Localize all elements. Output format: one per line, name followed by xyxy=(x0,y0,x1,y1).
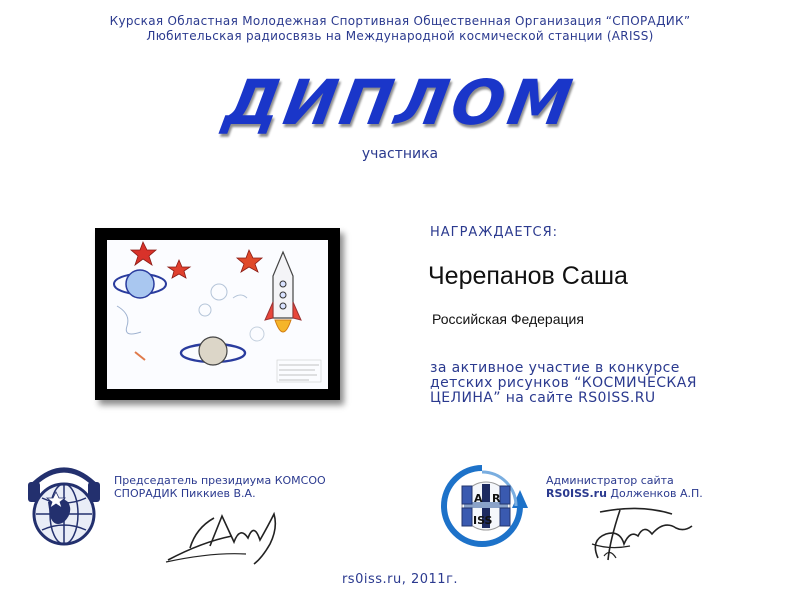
red-star-2 xyxy=(168,260,190,278)
rocket-fin-right xyxy=(293,302,301,320)
awarded-label: НАГРАЖДАЕТСЯ: xyxy=(430,225,559,240)
left-signatory-line-1: Председатель президиума КОМСОО xyxy=(114,474,326,487)
planet-bottom xyxy=(199,337,227,365)
recipient-country: Российская Федерация xyxy=(432,311,584,327)
award-reason xyxy=(430,361,770,406)
meteor xyxy=(135,352,145,360)
right-signatory-site: RS0ISS.ru xyxy=(546,487,607,500)
drawing-caption-scribble xyxy=(277,360,321,382)
rocket-fin-left xyxy=(265,302,273,320)
left-signatory-line-2: СПОРАДИК Пиккиев В.А. xyxy=(114,487,256,500)
right-signature-image xyxy=(580,500,704,566)
left-signature-image xyxy=(162,498,294,568)
left-signatory-title xyxy=(114,474,326,500)
reason-line-1: за активное участие в конкурсе xyxy=(430,360,680,376)
doodle-2 xyxy=(233,295,247,298)
moon-1 xyxy=(211,284,227,300)
ariss-logo-icon xyxy=(436,462,528,550)
reason-line-3: ЦЕЛИНА” на сайте RS0ISS.RU xyxy=(430,390,656,406)
planet-top xyxy=(126,270,154,298)
red-star-1 xyxy=(131,242,156,265)
child-drawing-illustration xyxy=(107,240,328,389)
certificate-title: ДИПЛОМ xyxy=(219,66,581,139)
recipient-name: Черепанов Саша xyxy=(428,262,628,290)
reason-line-2: детских рисунков “КОСМИЧЕСКАЯ xyxy=(430,375,697,391)
footer-site-year: rs0iss.ru, 2011г. xyxy=(341,572,459,587)
header-organization: Курская Областная Молодежная Спортивная Общественная Организация “СПОРАДИК” xyxy=(109,14,691,28)
rocket-window-3 xyxy=(280,303,286,309)
right-signatory-name: Долженков А.П. xyxy=(606,487,703,500)
doodle-1 xyxy=(117,306,141,334)
rocket-window-1 xyxy=(280,281,286,287)
header-subtitle: Любительская радиосвязь на Международной космической станции (ARISS) xyxy=(146,29,654,43)
caption-lines xyxy=(279,365,319,380)
certificate-subtitle: участника xyxy=(361,146,439,162)
sporadic-emblem-icon xyxy=(26,462,102,552)
rocket-window-2 xyxy=(280,292,286,298)
child-drawing-image xyxy=(107,240,328,389)
rocket-flame xyxy=(275,320,291,332)
ariss-logo-letter-r: R xyxy=(492,492,501,505)
red-star-3 xyxy=(237,250,262,272)
ariss-logo-letter-a: A xyxy=(474,492,483,505)
right-signatory-line-2 xyxy=(546,487,703,500)
right-signatory-title xyxy=(546,474,703,500)
moon-2 xyxy=(199,304,211,316)
moon-3 xyxy=(250,327,264,341)
ariss-logo-iss: ISS xyxy=(473,514,493,527)
right-signatory-line-1: Администратор сайта xyxy=(546,474,674,487)
